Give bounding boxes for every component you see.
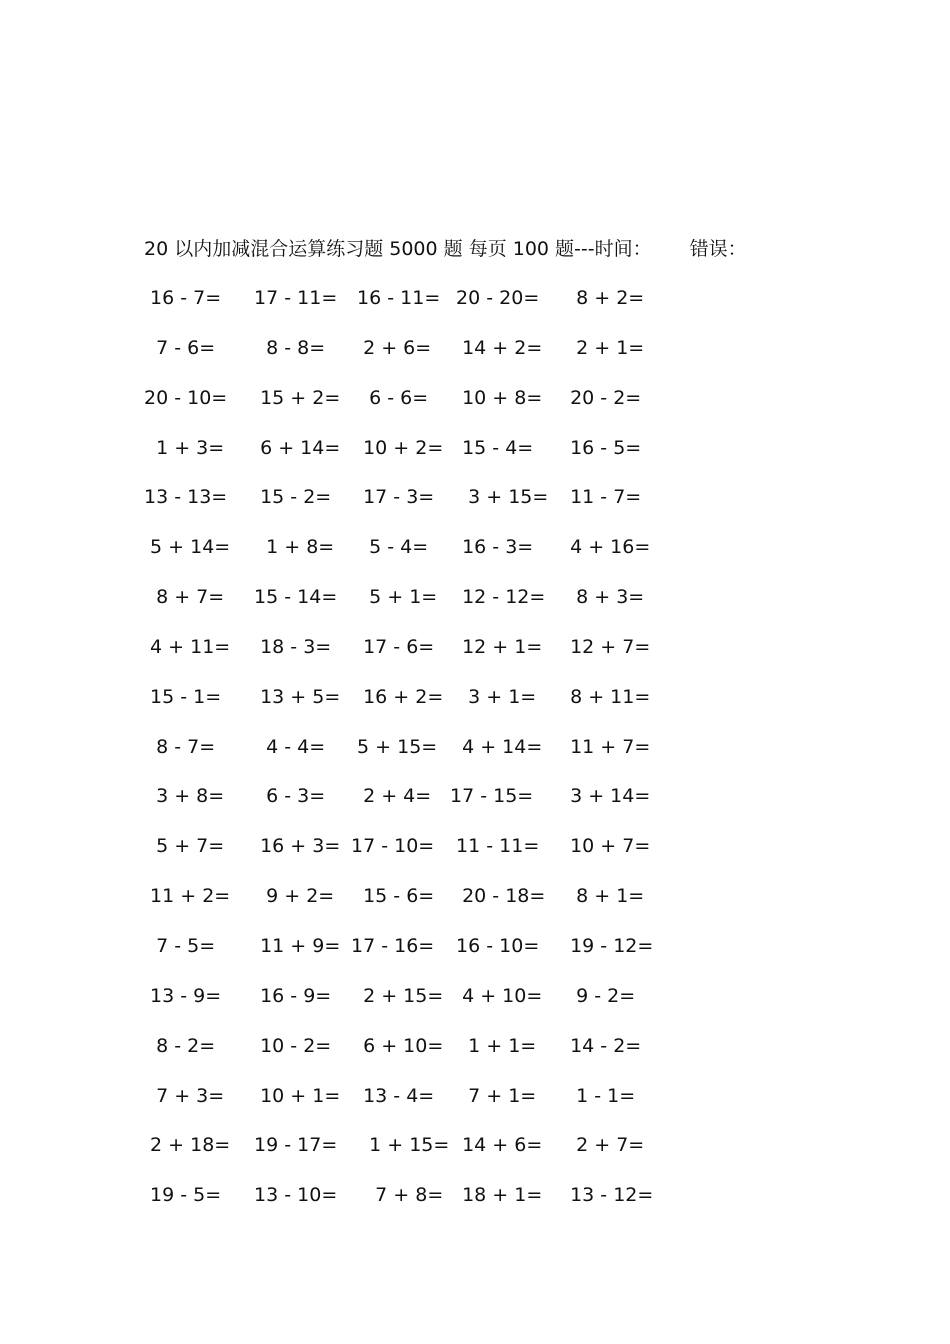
math-problem: 16 - 11=	[351, 287, 441, 309]
math-problem: 3 + 8=	[144, 785, 225, 808]
math-problem: 11 + 7=	[558, 735, 651, 758]
math-problem: 16 - 7=	[144, 287, 222, 309]
math-problem: 13 - 9=	[144, 984, 222, 1007]
math-problem: 16 + 3=	[248, 835, 341, 858]
math-problem: 9 - 2=	[558, 984, 636, 1007]
math-problem: 19 - 17=	[248, 1134, 338, 1157]
math-problem: 17 - 3=	[351, 486, 435, 509]
math-problem: 17 - 6=	[351, 635, 435, 658]
math-problem: 20 - 20=	[450, 287, 540, 309]
math-problem: 15 - 1=	[144, 685, 222, 708]
math-problem: 17 - 11=	[248, 287, 338, 309]
worksheet-header	[144, 236, 747, 262]
math-problem: 7 + 1=	[450, 1084, 537, 1107]
math-problem: 5 + 14=	[144, 536, 231, 559]
math-problem: 16 - 3=	[450, 536, 534, 559]
math-problem: 2 + 1=	[558, 336, 645, 359]
math-problem: 13 + 5=	[248, 685, 341, 708]
math-problem: 6 - 3=	[248, 785, 326, 808]
worksheet-title: 20 以内加减混合运算练习题 5000 题 每页 100 题---时间：	[144, 238, 652, 260]
math-problem: 8 - 7=	[144, 735, 216, 758]
math-problem: 13 - 4=	[351, 1084, 435, 1107]
math-problem: 13 - 13=	[144, 486, 228, 509]
math-problem: 2 + 6=	[351, 336, 432, 359]
math-problem: 13 - 12=	[558, 1184, 654, 1207]
math-problem: 7 - 6=	[144, 336, 216, 359]
errors-label: 错误：	[689, 238, 747, 260]
math-problem: 16 - 5=	[558, 436, 642, 459]
math-problem: 18 + 1=	[450, 1184, 543, 1207]
math-problem: 20 - 10=	[144, 386, 228, 409]
math-problem: 12 + 1=	[450, 635, 543, 658]
math-problem: 2 + 7=	[558, 1134, 645, 1157]
math-problem: 8 - 8=	[248, 336, 326, 359]
math-problem: 15 - 2=	[248, 486, 332, 509]
math-problem: 16 - 9=	[248, 984, 332, 1007]
math-problem: 10 + 2=	[351, 436, 444, 459]
math-problem: 15 - 14=	[248, 586, 338, 609]
math-problem: 14 - 2=	[558, 1034, 642, 1057]
math-problem: 6 + 10=	[351, 1034, 444, 1057]
math-problem: 19 - 5=	[144, 1184, 222, 1207]
math-problem: 7 + 8=	[351, 1184, 444, 1207]
math-problem: 11 - 7=	[558, 486, 642, 509]
math-problem: 8 + 7=	[144, 586, 225, 609]
math-problem: 11 - 11=	[450, 835, 540, 858]
math-problem: 16 - 10=	[450, 934, 540, 957]
math-problem: 12 - 12=	[450, 586, 546, 609]
math-problem: 17 - 16=	[351, 934, 435, 957]
math-problem: 7 + 3=	[144, 1084, 225, 1107]
math-problem: 8 + 1=	[558, 885, 645, 908]
math-problem: 2 + 4=	[351, 785, 432, 808]
math-problem: 3 + 14=	[558, 785, 651, 808]
math-problem: 2 + 15=	[351, 984, 444, 1007]
math-problem: 15 - 4=	[450, 436, 534, 459]
math-problem: 13 - 10=	[248, 1184, 338, 1207]
math-problem: 10 + 1=	[248, 1084, 341, 1107]
math-problem: 15 + 2=	[248, 386, 341, 409]
math-problem: 20 - 2=	[558, 386, 642, 409]
math-problem: 5 - 4=	[351, 536, 429, 559]
math-problem: 1 + 8=	[248, 536, 335, 559]
math-problem: 5 + 7=	[144, 835, 225, 858]
math-problem: 6 + 14=	[248, 436, 341, 459]
math-problem: 20 - 18=	[450, 885, 546, 908]
math-problem: 5 + 15=	[351, 735, 438, 758]
math-problem: 1 + 15=	[351, 1134, 450, 1157]
math-problem: 19 - 12=	[558, 934, 654, 957]
math-problem: 11 + 2=	[144, 885, 231, 908]
math-problem: 17 - 10=	[351, 835, 435, 858]
math-problem: 4 + 16=	[558, 536, 651, 559]
math-problem: 1 - 1=	[558, 1084, 636, 1107]
math-problem: 8 + 11=	[558, 685, 651, 708]
math-problem: 10 + 8=	[450, 386, 543, 409]
math-problem: 14 + 2=	[450, 336, 543, 359]
math-problem: 10 - 2=	[248, 1034, 332, 1057]
math-problem: 5 + 1=	[351, 586, 438, 609]
math-problem: 17 - 15=	[450, 785, 534, 808]
math-problem: 7 - 5=	[144, 934, 216, 957]
math-problem: 2 + 18=	[144, 1134, 231, 1157]
math-problem: 14 + 6=	[450, 1134, 543, 1157]
math-problem: 4 + 10=	[450, 984, 543, 1007]
math-problem: 15 - 6=	[351, 885, 435, 908]
math-problem: 4 + 11=	[144, 635, 231, 658]
math-problem: 3 + 1=	[450, 685, 537, 708]
math-problem: 3 + 15=	[450, 486, 549, 509]
math-problem: 1 + 1=	[450, 1034, 537, 1057]
math-problem: 6 - 6=	[351, 386, 429, 409]
math-problem: 8 + 3=	[558, 586, 645, 609]
math-problem: 4 + 14=	[450, 735, 543, 758]
math-problem: 18 - 3=	[248, 635, 332, 658]
math-problem: 9 + 2=	[248, 885, 335, 908]
math-problem: 1 + 3=	[144, 436, 225, 459]
math-problem: 16 + 2=	[351, 685, 444, 708]
math-problem: 4 - 4=	[248, 735, 326, 758]
math-problem: 8 + 2=	[558, 287, 645, 309]
math-problem: 10 + 7=	[558, 835, 651, 858]
math-problem: 12 + 7=	[558, 635, 651, 658]
math-problem: 8 - 2=	[144, 1034, 216, 1057]
math-problem: 11 + 9=	[248, 934, 341, 957]
